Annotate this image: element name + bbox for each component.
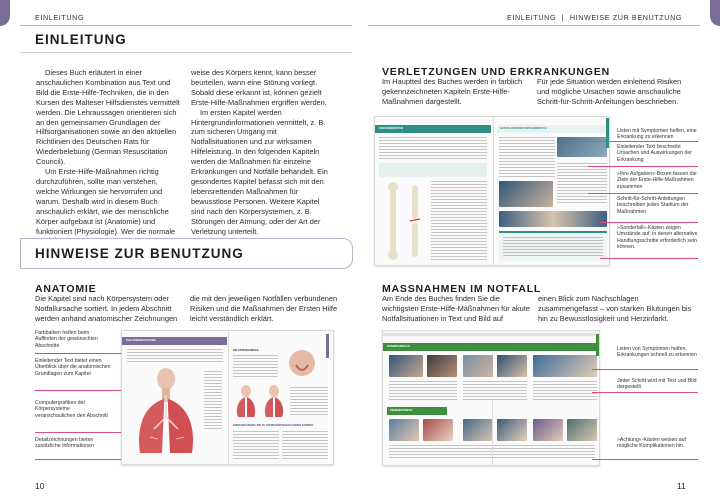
spread-right-lines-1 <box>379 137 487 161</box>
annotation-einleitender-text: Einleitender Text bietet einen Überblick über die anatomischen Grundlagen zum Kapitel <box>35 358 111 377</box>
annotation-bottom-line-2 <box>592 392 698 393</box>
photo-seizure-3 <box>463 355 493 377</box>
spread-bottom-lines-1 <box>389 381 457 401</box>
left-corner-tab <box>0 0 10 26</box>
spread-top-gutter <box>493 117 494 266</box>
spread-box-title: ERKRANKUNGEN, DIE ZU ATEMSTÖRUNGEN FÜHREN KÖNNEN <box>233 424 314 427</box>
photo-arm-sling <box>499 181 553 207</box>
right-page-number: 11 <box>677 481 686 491</box>
intro-paragraph-3: weise des Körpers kennt, kann besser beurteilen, wann eine Störung vorliegt. Sobald diese erkannt ist, können gezielt Erste-Hilfe-Maßnahmen ergriffen werden. <box>191 68 327 107</box>
spread-right-lines-5 <box>503 237 603 257</box>
left-running-head: EINLEITUNG <box>35 13 85 22</box>
left-top-rule <box>20 25 352 26</box>
intro-paragraph-2: Um Erste-Hilfe-Maßnahmen richtig durchzuführen, sollte man verstehen, welche Wirkungen sie hervorrufen und warum. Deshalb wird in diesem Buch anschaulich erklärt, wie der menschliche Körper aufgebaut ist (Anatomie) und funktioniert (Physiologie). Wer die normale <box>36 167 176 236</box>
spread-subheader: DIE ATMUNGSWEGE <box>233 349 259 352</box>
knochen-header-label: KNOCHENBRÜCHE <box>379 127 404 130</box>
annotation-aufgaben: »Ihre Aufgaben«-Boxen fassen die Ziele der Erste-Hilfe-Maßnahmen zusammen <box>617 171 697 190</box>
anatomie-column-1: Die Kapitel sind nach Körpersystem oder Notfallursache sortiert. In jedem Abschnitt werden anhand anatomischer Zeichnungen <box>35 294 178 323</box>
right-top-rule <box>368 25 700 26</box>
spread-text-lines-4 <box>290 387 328 417</box>
spread-bottom-gutter <box>492 401 493 466</box>
page-title: EINLEITUNG <box>35 32 127 47</box>
photo-seizure-1 <box>389 355 423 377</box>
running-head-a: EINLEITUNG <box>507 13 557 22</box>
spread-text-lines-3 <box>233 355 278 379</box>
verletzungen-column-2: Für jede Situation werden einleitend Risiken und mögliche Ursachen sowie anschauliche Schritt-für-Schritt-Anleitungen beschrieben. <box>537 77 682 106</box>
bone-illustration-1 <box>383 181 403 261</box>
spread-bottom-lines-3 <box>533 381 597 401</box>
photo-leg-support <box>499 211 607 227</box>
notfall-heading: MASSNAHMEN IM NOTFALL <box>382 283 542 295</box>
annotation-detailzeichnungen: Detailzeichnungen bieten zusätzliche Informationen <box>35 437 94 450</box>
spread-right-lines-3 <box>499 137 555 177</box>
left-page-number: 10 <box>35 481 45 491</box>
emergency-spread-thumbnail <box>382 330 600 466</box>
annotation-symptome: Listen mit Symptomen helfen, eine Erkrankung zu erkennen <box>617 128 697 141</box>
running-head-separator: | <box>561 13 565 22</box>
bone-illustration-2 <box>405 181 425 261</box>
geschlossen-header-label: GESCHLOSSENER KNOCHENBRUCH <box>500 127 547 130</box>
photo-fever-4 <box>497 419 527 441</box>
annotation-right-line-5 <box>600 258 698 259</box>
spread-bottom-lines-2 <box>463 381 527 401</box>
annotation-right-line-2 <box>588 166 698 167</box>
krampf-header-label: KRAMPFANFÄLLE <box>387 345 411 348</box>
annotation-right-line-3 <box>588 193 698 194</box>
photo-fever-5 <box>533 419 563 441</box>
annotation-achtung: »Achtung«-Kästen weisen auf mögliche Komplikationen hin. <box>617 437 686 450</box>
photo-bandage <box>557 137 607 157</box>
spread-text-lines-2 <box>204 371 222 431</box>
anatomie-heading: ANATOMIE <box>35 283 97 295</box>
spread-bottom-header-strip <box>383 333 600 336</box>
intro-column-1 <box>36 68 180 246</box>
annotation-line-4 <box>35 459 121 460</box>
annotation-schritte: Schritt-für-Schritt-Anleitungen beschreiben jedes Stadium der Maßnahmen <box>617 196 689 215</box>
right-running-head <box>507 13 682 22</box>
annotation-ursachen: Einleitender Text beschreibt Ursachen und Auswirkungen der Erkrankung <box>617 144 692 163</box>
notfall-column-1: Am Ende des Buches finden Sie die wichtigsten Erste-Hilfe-Maßnahmen für akute Notfallsituationen in Text und Bild auf <box>382 294 530 323</box>
intro-paragraph-1: Dieses Buch erläutert in einer anschaulichen Kombination aus Text und Bild die Erste-Hilfe-Techniken, die in den Kursen des Malteser Hilfsdienstes vermittelt werden. Die Lehraussagen orientieren sich an den gemeinsamen Grundlagen der Hilfsorganisationen sowie an den aktuellen Richtlinien des Deutschen Rats für Wiederbelebung (German Resuscitation Council). <box>36 68 180 167</box>
notfall-column-2: einen Blick zum Nachschlagen zusammengefasst – von starken Blutungen bis hin zu Bewusstlosigkeit und Herzinfarkt. <box>538 294 692 323</box>
photo-fever-2 <box>423 419 453 441</box>
photo-seizure-4 <box>497 355 527 377</box>
small-lung-illustration-2 <box>262 385 286 419</box>
title-underline <box>20 52 352 53</box>
spread-right-lines-4 <box>557 163 607 203</box>
annotation-computergrafiken: Computergrafiken der Körpersysteme veranschaulichen den Abschnitt <box>35 400 108 419</box>
annotation-bottom-line-3 <box>592 459 698 460</box>
symptom-box <box>379 163 487 177</box>
spread-text-lines-5 <box>233 431 279 461</box>
anatomy-spread-thumbnail <box>121 330 334 465</box>
fieber-header-label: FIEBERKRÄMPFE <box>390 409 413 412</box>
annotation-jeder-schritt: Jeder Schritt wird mit Text und Bild dargestellt <box>617 378 697 391</box>
intro-column-2 <box>191 68 335 236</box>
photo-seizure-2 <box>427 355 457 377</box>
head-airway-illustration <box>282 347 322 383</box>
krampf-header-bar <box>383 343 600 351</box>
annotation-bottom-line-1 <box>592 369 698 370</box>
verletzungen-heading: VERLETZUNGEN UND ERKRANKUNGEN <box>382 66 610 78</box>
small-lung-illustration-1 <box>234 385 258 419</box>
section-heading-box <box>20 238 353 269</box>
right-bottom-spread-color-bar <box>596 334 599 356</box>
section-heading: HINWEISE ZUR BENUTZUNG <box>35 246 244 261</box>
annotation-line-3 <box>35 432 121 433</box>
annotation-right-line-1 <box>580 141 698 142</box>
intro-paragraph-4: Im ersten Kapitel werden Hintergrundinformationen vermittelt, z. B. zum sicheren Umgang mit Notfallsituationen und zur wirksamen Hilfeleistung. In den folgenden Kapiteln werden die Maßnahmen für einzelne Erkrankungen und Notfälle behandelt. Ein gesondertes Kapitel befasst sich mit den lebensrettenden Maßnahmen für bewusstlose Personen. Weitere Kapitel sind nach den Körpersystemen, z. B. Störungen der Atmung, oder der Art der Verletzung unterteilt. <box>191 107 328 236</box>
spread-text-lines-1 <box>127 349 223 364</box>
photo-seizure-5 <box>533 355 597 377</box>
annotation-right-line-4 <box>600 222 698 223</box>
running-head-b: HINWEISE ZUR BENUTZUNG <box>569 13 683 22</box>
spread-header-label: DAS ATMUNGSSYSTEM <box>126 339 156 342</box>
spread-text-lines-6 <box>282 431 328 461</box>
spread-right-lines-2 <box>431 181 487 261</box>
annotation-line-2 <box>35 390 121 391</box>
photo-fever-1 <box>389 419 419 441</box>
right-corner-tab <box>710 0 720 26</box>
injury-spread-thumbnail <box>374 116 610 266</box>
annotation-symptome-notfall: Listen von Symptomen helfen, Erkrankungen schnell zu erkennen <box>617 346 697 359</box>
lungs-illustration <box>130 367 202 459</box>
annotation-line-1 <box>35 353 121 354</box>
photo-fever-6 <box>567 419 597 441</box>
right-spread-color-bar <box>606 118 609 148</box>
anatomie-column-2: die mit den jeweiligen Notfällen verbundenen Risiken und die Maßnahmen der Ersten Hilfe leicht verständlich erklärt. <box>190 294 338 323</box>
photo-fever-3 <box>463 419 493 441</box>
annotation-sonderfall: »Sonderfall«-Kästen zeigen Umstände auf, in denen alternative Handlungsschritte erforderlich sein können. <box>617 225 698 251</box>
annotation-farbbalken: Farbbalken helfen beim Auffinden der gewünschten Abschnitte <box>35 330 98 349</box>
spread-gutter <box>228 331 229 465</box>
left-spread-color-bar <box>326 334 329 358</box>
verletzungen-column-1: Im Hauptteil des Buches werden in farblich gekennzeichneten Kapiteln Erste-Hilfe-Maßnahmen dargestellt. <box>382 77 523 106</box>
